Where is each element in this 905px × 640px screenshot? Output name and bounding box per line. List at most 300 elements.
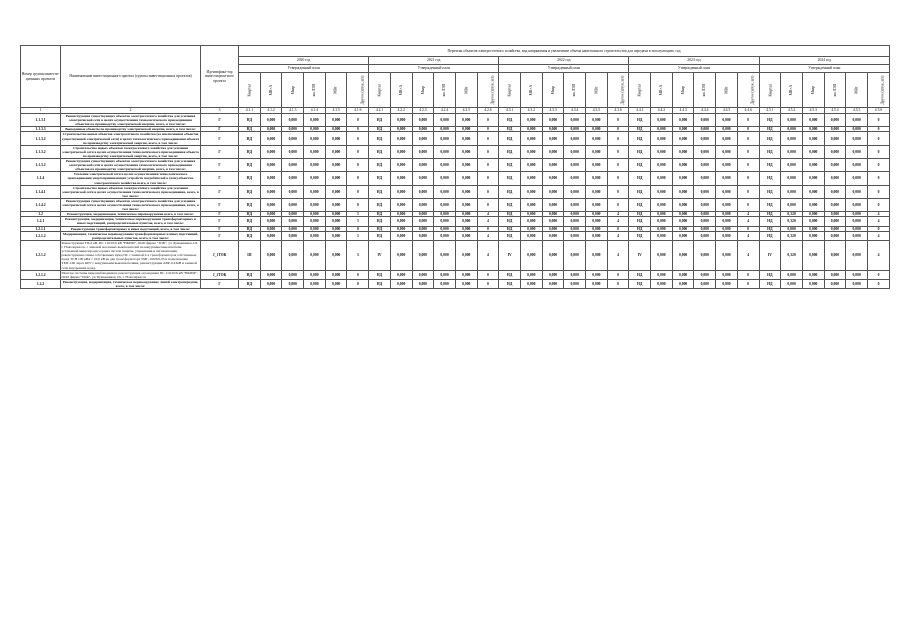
sub-col-header [542,73,564,108]
row-value: НД [369,127,391,132]
row-value: 0 [867,145,889,158]
row-value: 0,000 [824,159,846,172]
row-value: 0,000 [455,114,477,127]
column-number: 4.5.4 [824,108,846,114]
row-value: 0 [347,127,369,132]
row-value: 0,000 [434,198,456,211]
row-value: 0,000 [390,114,412,127]
row-value: 0,000 [390,185,412,198]
row-value: 4 [607,217,629,226]
row-value: 0,000 [586,172,608,185]
row-value: 0,000 [412,127,434,132]
year-header: 2021 год [369,57,499,65]
col-name-header: Наименование инвестиционного проекта (группы инвестиционных проектов) [61,46,201,108]
row-value: 0,000 [694,132,716,145]
row-value: 0,000 [412,159,434,172]
row-value: НД [759,217,781,226]
column-number: 4.1.4 [304,108,326,114]
row-value: 0,000 [282,114,304,127]
row-code: 1.2.1.2 [21,231,61,240]
row-value: 0,000 [455,226,477,231]
sub-col-label: МВ×А [268,84,273,96]
row-value: 0,000 [586,212,608,217]
row-value: 0,000 [716,132,738,145]
sub-col-header [325,73,347,108]
row-value: 0,000 [564,145,586,158]
row-value: НД [759,172,781,185]
row-id: J_1ТОК [201,240,239,270]
row-value: НД [239,172,261,185]
row-value: 0,000 [390,279,412,288]
column-number: 4.4.6 [737,108,759,114]
sub-col-label: МВт [464,86,469,94]
row-value: 0,000 [846,127,868,132]
row-value: 4 [477,240,499,270]
row-value: 0,000 [672,198,694,211]
sub-col-header [694,73,716,108]
row-value: 0,000 [564,114,586,127]
row-value: 0,000 [824,240,846,270]
sub-col-label: МВт [724,86,729,94]
row-value: 0,000 [802,226,824,231]
row-value: 0,000 [304,172,326,185]
row-value: 0,000 [824,212,846,217]
sub-col-label: Квартал [377,83,382,97]
row-value: 0,000 [455,270,477,279]
row-value: 0,000 [694,279,716,288]
row-value: 0,000 [694,145,716,158]
row-value: НД [369,198,391,211]
row-id: Г [201,132,239,145]
row-value: 0 [477,132,499,145]
row-value: 0,000 [304,279,326,288]
row-value: 0,000 [325,226,347,231]
row-value: НД [499,226,521,231]
row-value: 4 [737,231,759,240]
row-value: 0,000 [390,270,412,279]
row-value: НД [369,279,391,288]
column-number: 4.4.5 [716,108,738,114]
row-value: 0,000 [542,198,564,211]
row-value: НД [499,185,521,198]
row-value: 0,000 [304,132,326,145]
row-value: 0,000 [846,198,868,211]
column-number: 4.3.5 [586,108,608,114]
col-code-header: Номер группы инвести-ционных проектов [21,46,61,108]
row-value: 0,000 [694,217,716,226]
row-value: НД [239,270,261,279]
row-value: 4 [477,217,499,226]
row-value: 0 [607,198,629,211]
row-value: 0 [737,198,759,211]
column-number: 4.3.3 [542,108,564,114]
row-value: 0 [347,279,369,288]
row-value: 0,000 [694,159,716,172]
row-value: 0 [477,127,499,132]
row-value: 0,000 [542,270,564,279]
row-value: 0,000 [325,114,347,127]
row-value: 0,000 [672,240,694,270]
row-value: 0,000 [542,212,564,217]
row-name: Реконструкция существующих объектов электросетевого хозяйства для усиления электрической сети в целях осуществления технологического присоединения объектов по производству электрической энергии, всего, в том числе: [61,159,201,172]
row-value: НД [499,217,521,226]
row-value: 0,000 [824,270,846,279]
row-value: 0,000 [325,127,347,132]
row-value: 0,000 [694,212,716,217]
row-value: 0,000 [586,231,608,240]
row-value: 0 [737,114,759,127]
row-value: 0,000 [672,114,694,127]
row-value: 0,000 [455,132,477,145]
row-value: 0,320 [781,212,803,217]
year-header: 2022 год [499,57,629,65]
row-value: 0,000 [434,240,456,270]
row-value: 0 [867,270,889,279]
row-value: 0,000 [781,198,803,211]
row-value: НД [239,231,261,240]
row-value: 0,000 [586,217,608,226]
row-value: 0,000 [694,127,716,132]
row-value: 0,000 [542,226,564,231]
sub-col-header [759,73,781,108]
sub-col-header [846,73,868,108]
row-value: 0,000 [824,217,846,226]
row-value: НД [629,114,651,127]
row-value: 0 [607,185,629,198]
sub-col-header [412,73,434,108]
column-number: 4.3.4 [564,108,586,114]
sub-col-header [477,73,499,108]
row-value: 0 [347,159,369,172]
sub-col-label: Другое (штук, шт) [620,75,625,105]
row-value: 0,000 [672,226,694,231]
row-value: 0,000 [846,217,868,226]
row-value: 0,000 [542,114,564,127]
row-value: НД [239,127,261,132]
row-code: 1.2.1.1 [21,226,61,231]
sub-col-label: Квартал [247,83,252,97]
row-value: 0,000 [586,159,608,172]
row-value: 4 [477,212,499,217]
row-value: 0,000 [846,145,868,158]
row-value: 0,000 [282,231,304,240]
row-value: 0,000 [651,127,673,132]
row-value: 0,000 [564,212,586,217]
row-id: Г [201,172,239,185]
row-value: НД [629,212,651,217]
row-value: 0,000 [802,185,824,198]
row-value: 0,000 [824,114,846,127]
row-value: 0 [867,185,889,198]
column-number: 4.2.6 [477,108,499,114]
row-value: НД [629,279,651,288]
row-code: 1.1.3.2 [21,145,61,158]
row-value: 0,000 [260,132,282,145]
row-value: НД [369,226,391,231]
column-number: 1 [21,108,61,114]
row-value: НД [499,212,521,217]
row-value: НД [369,114,391,127]
row-value: 0,000 [520,226,542,231]
row-code: 1.1.4 [21,172,61,185]
row-value: 0,000 [520,198,542,211]
row-value: 0,000 [651,279,673,288]
table-row [21,270,890,279]
row-value: 0,000 [651,132,673,145]
row-value: 0,000 [390,217,412,226]
row-value: 0,000 [694,226,716,231]
column-number: 4.5.2 [781,108,803,114]
sub-col-header [867,73,889,108]
row-value: 0,000 [260,172,282,185]
row-value: 0,000 [542,231,564,240]
row-id: Г [201,279,239,288]
row-value: 0,000 [434,145,456,158]
sub-col-label: Квартал [767,83,772,97]
row-value: 4 [607,212,629,217]
row-value: 0 [867,114,889,127]
row-value: НД [629,159,651,172]
table-row [21,231,890,240]
row-value: 0 [347,114,369,127]
row-value: 0,000 [781,226,803,231]
row-value: 0,000 [304,127,326,132]
sub-col-header [716,73,738,108]
column-number: 4.4.2 [651,108,673,114]
sub-col-header [651,73,673,108]
row-value: 0,000 [586,226,608,231]
plan-header: Утвержденный план [629,65,759,73]
row-value: 0,000 [325,185,347,198]
row-value: 0,000 [672,172,694,185]
row-value: 0 [737,132,759,145]
row-value: 0,000 [651,172,673,185]
row-value: 0,000 [802,217,824,226]
row-value: 0 [347,132,369,145]
row-value: 0,000 [520,240,542,270]
row-name: Строительство новых объектов электросетевого хозяйства (за исключением объектов существующей электрической сети) в целях технологического присоединения объекта по производству электрической энергии, всего, в том числе: [61,132,200,145]
row-value: 0 [347,172,369,185]
row-value: 0,000 [542,145,564,158]
sub-col-label: Мвар [811,85,816,95]
row-value: 0,000 [694,172,716,185]
sub-col-label: км ЛЭП [702,83,707,97]
row-value: IV [629,240,651,270]
row-id: Г [201,159,239,172]
sub-col-label: Другое (штук, шт) [880,75,885,105]
sub-col-label: км ЛЭП [832,83,837,97]
sub-col-label: МВт [334,86,339,94]
row-value: IV [499,240,521,270]
row-value: 0,000 [412,217,434,226]
row-value: 0 [867,132,889,145]
row-value: 0,000 [325,279,347,288]
row-value: 0,000 [824,226,846,231]
table-row [21,145,890,158]
row-value: НД [239,159,261,172]
row-value: 0,000 [304,231,326,240]
row-value: 0,000 [694,198,716,211]
row-value: 0,000 [716,240,738,270]
row-value: 0,000 [716,172,738,185]
row-value: 0,000 [694,270,716,279]
row-value: 0,000 [260,231,282,240]
row-value: НД [759,132,781,145]
row-value: 0,000 [542,127,564,132]
row-value: 0,000 [390,159,412,172]
row-value: 0,000 [586,132,608,145]
row-value: 0,000 [586,270,608,279]
sub-col-header [607,73,629,108]
row-value: 0,000 [824,127,846,132]
row-value: 0,000 [586,240,608,270]
row-value: 0,000 [282,279,304,288]
row-value: 0,000 [260,198,282,211]
row-value: 4 [867,217,889,226]
row-value: 0 [347,270,369,279]
sub-col-label: Другое (штук, шт) [750,75,755,105]
row-value: НД [629,270,651,279]
column-number: 4.5.1 [759,108,781,114]
row-value: III [239,240,261,270]
row-value: 0,000 [304,159,326,172]
sub-col-header [260,73,282,108]
column-number: 3 [201,108,239,114]
row-value: НД [759,159,781,172]
row-value: НД [369,212,391,217]
row-value: 0,000 [325,217,347,226]
row-value: НД [759,226,781,231]
row-value: 4 [607,231,629,240]
row-value: НД [759,185,781,198]
row-value: 0,000 [651,212,673,217]
row-value: НД [759,114,781,127]
row-value: 0,000 [390,132,412,145]
row-value: 0,000 [455,198,477,211]
row-value: 0,000 [412,240,434,270]
row-value: 0 [477,114,499,127]
sub-col-header [304,73,326,108]
row-value: 0,000 [455,231,477,240]
row-value: 0,000 [542,217,564,226]
sub-col-header [455,73,477,108]
row-id: Г [201,226,239,231]
column-number: 4.1.1 [239,108,261,114]
row-value: 0,000 [651,270,673,279]
row-value: 0,000 [846,159,868,172]
sub-col-label: км ЛЭП [572,83,577,97]
row-value: НД [759,279,781,288]
row-value: 0,000 [802,198,824,211]
row-value: 0,000 [325,270,347,279]
row-value: 0,000 [412,279,434,288]
sub-col-label: Мвар [681,85,686,95]
row-value: 0,000 [260,270,282,279]
row-value: 0,000 [781,279,803,288]
row-value: НД [629,231,651,240]
row-value: НД [239,217,261,226]
row-value: 0,000 [651,145,673,158]
row-value: 0 [477,185,499,198]
sub-col-label: Мвар [420,85,425,95]
row-value: 0 [477,270,499,279]
row-value: 0,000 [412,172,434,185]
row-value: НД [499,198,521,211]
sub-col-header [434,73,456,108]
row-value: 0,000 [564,198,586,211]
row-value: 0,000 [781,159,803,172]
row-code: 1.1.3.3 [21,127,61,132]
row-value: 0,000 [390,231,412,240]
row-value: 0,000 [672,127,694,132]
row-value: 0,000 [520,212,542,217]
row-value: НД [499,132,521,145]
row-value: 0,000 [455,279,477,288]
row-value: НД [759,127,781,132]
row-value: 0,000 [282,127,304,132]
row-value: 0,000 [824,185,846,198]
row-value: 0,320 [781,240,803,270]
row-value: 0,000 [260,159,282,172]
row-value: 0,000 [716,185,738,198]
row-value: 0,000 [542,240,564,270]
row-value: 0,000 [824,172,846,185]
column-number: 4.2.2 [390,108,412,114]
row-value: 0,000 [802,114,824,127]
sub-col-header [737,73,759,108]
row-value: 0,000 [716,212,738,217]
row-value: 0,000 [781,127,803,132]
row-value: НД [239,132,261,145]
row-value: 3 [347,217,369,226]
row-value: НД [759,145,781,158]
sub-col-header [390,73,412,108]
table-row [21,185,890,198]
row-value: НД [499,270,521,279]
table-row [21,240,890,270]
row-value: 0,000 [781,172,803,185]
row-value: 0,000 [412,270,434,279]
row-value: 0,000 [455,185,477,198]
year-header: 2024 год [759,57,889,65]
row-value: 0 [607,145,629,158]
row-value: 0,000 [564,226,586,231]
row-name: Реконструкция, модернизация, техническое перевооружение трансформаторных и иных подстанций, распределительных пунктов, всего, в том числе: [61,217,201,226]
row-value: 0,000 [802,231,824,240]
row-value: 0 [347,226,369,231]
row-value: 0,000 [434,172,456,185]
row-value: 0 [347,185,369,198]
row-code: 1.1.3.2 [21,159,61,172]
row-value: 0,000 [390,127,412,132]
col-id-header: Идентифика-тор инвестицион-ного проекта [201,46,239,108]
row-value: 0 [347,145,369,158]
row-value: 0,000 [434,217,456,226]
row-value: НД [239,145,261,158]
row-value: 4 [607,240,629,270]
row-value: 0,000 [564,132,586,145]
row-value: 0,000 [520,270,542,279]
row-value: 0 [737,172,759,185]
row-value: 0,000 [390,145,412,158]
row-name: Строительство новых объектов электросетевого хозяйства для усиления электрической сети в целях осуществления технологического присоединения объекта по производству электрической энергии, всего, в том числе: [62,145,199,158]
table-row [21,172,890,185]
row-name: Строительство новых объектов электросетевого хозяйства для усиления электрической сети в целях осуществления технологического присоединения, всего, в том числе: [62,185,199,198]
row-value: 0,000 [802,159,824,172]
investment-table [20,45,890,289]
row-value: 0 [737,270,759,279]
row-value: 0,000 [434,279,456,288]
